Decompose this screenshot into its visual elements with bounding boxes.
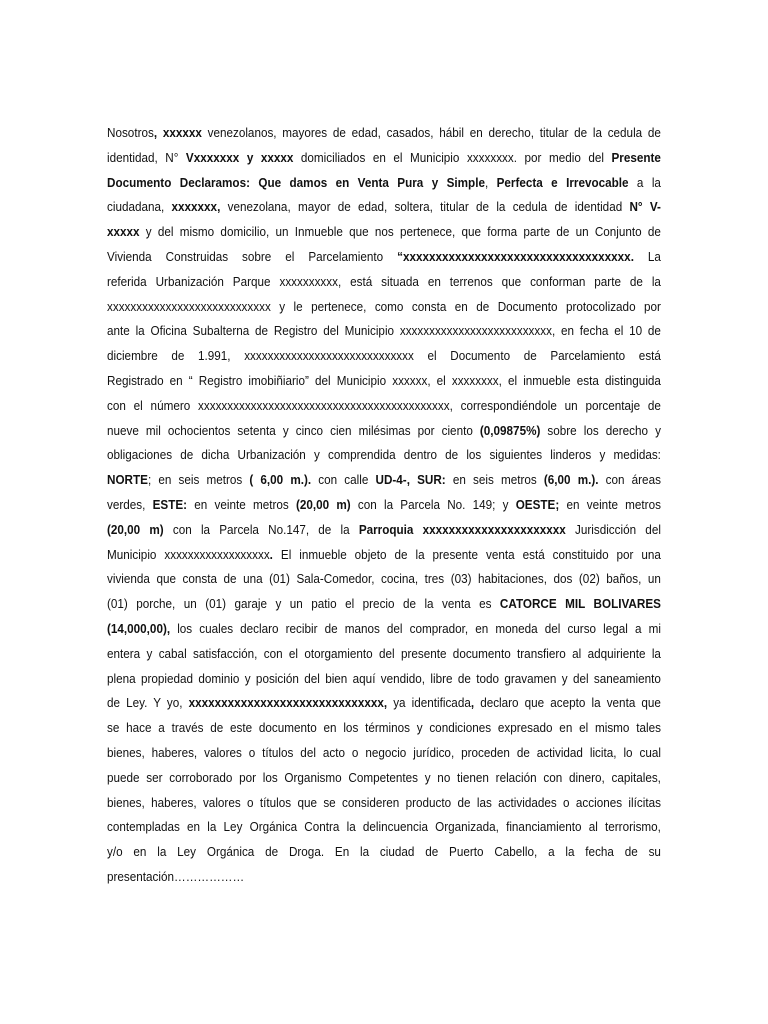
bold-text: “xxxxxxxxxxxxxxxxxxxxxxxxxxxxxxxxxxx. xyxy=(397,248,634,264)
text-line xyxy=(107,468,661,493)
bold-text: Presente xyxy=(611,149,661,165)
text-run: con la Parcela No. 149; y xyxy=(350,496,516,512)
text-run: obligaciones de dicha Urbanización y comprendida dentro de los siguientes linderos y medidas: xyxy=(107,447,661,463)
text-run: y del mismo domicilio, un Inmueble que nos pertenece, que forma parte de un Conjunto de xyxy=(139,224,661,240)
bold-text: ESTE: xyxy=(152,496,188,512)
text-line xyxy=(107,741,661,766)
text-run: y/o en la Ley Orgánica de Droga. En la ciudad de Puerto Cabello, a la fecha de su xyxy=(107,844,661,860)
bold-text: , xyxy=(470,695,475,711)
text-run: puede ser corroborado por los Organismo Competentes y no tienen relación con dinero, capitales, xyxy=(107,769,661,785)
bold-text: Documento Declaramos: Que damos en Venta Pura y Simple xyxy=(107,174,485,190)
text-line xyxy=(107,146,661,171)
text-run: ya identificada xyxy=(387,695,471,711)
text-line xyxy=(107,171,661,196)
bold-text: . xyxy=(269,546,273,562)
text-run: bienes, haberes, valores o títulos del acto o negocio jurídico, proceden de actividad licita, lo cual xyxy=(107,744,661,760)
text-line xyxy=(107,245,661,270)
text-line xyxy=(107,344,661,369)
text-run: en veinte metros xyxy=(187,496,296,512)
bold-text: xxxxxxxxxxxxxxxxxxxxxxxxxxxxxx, xyxy=(188,695,388,711)
text-line xyxy=(107,642,661,667)
bold-text: (6,00 m.). xyxy=(543,472,599,488)
bold-text: (14,000,00), xyxy=(107,620,171,636)
text-line xyxy=(107,691,661,716)
text-line xyxy=(107,840,661,865)
text-run: ; en seis metros xyxy=(147,472,250,488)
text-line xyxy=(107,543,661,568)
text-line xyxy=(107,443,661,468)
text-run: plena propiedad dominio y posición del bien aquí vendido, libre de todo gravamen y del saneamiento xyxy=(107,670,661,686)
text-line xyxy=(107,121,661,146)
text-run: venezolanos, mayores de edad, casados, hábil en derecho, titular de la cedula de xyxy=(201,125,661,140)
bold-text: ( 6,00 m.). xyxy=(249,472,312,488)
text-run: presentación……………… xyxy=(107,868,245,884)
text-line xyxy=(107,220,661,245)
text-run: Nosotros xyxy=(107,125,154,140)
text-line xyxy=(107,270,661,295)
text-run: con el número xxxxxxxxxxxxxxxxxxxxxxxxxxxxxxxxxxxxxxxxxxx, correspondiéndole un porcentaje de xyxy=(107,397,661,413)
text-line xyxy=(107,617,661,642)
bold-text: CATORCE MIL BOLIVARES xyxy=(499,596,661,612)
text-run: los cuales declaro recibir de manos del comprador, en moneda del curso legal a mi xyxy=(170,620,661,636)
bold-text: Vxxxxxxx y xxxxx xyxy=(185,149,294,165)
bold-text: UD-4-, SUR: xyxy=(375,472,446,488)
bold-text: (0,09875%) xyxy=(479,422,541,438)
text-run: ante la Oficina Subalterna de Registro del Municipio xxxxxxxxxxxxxxxxxxxxxxxxxx, en fecha el 10 de xyxy=(107,323,661,339)
text-line xyxy=(107,865,661,890)
text-line xyxy=(107,716,661,741)
text-line xyxy=(107,394,661,419)
bold-text: N° V- xyxy=(629,199,661,215)
text-run: se hace a través de este documento en los términos y condiciones expresado en el mismo tales xyxy=(107,720,661,736)
bold-text: , xxxxxx xyxy=(153,125,202,140)
text-run: nueve mil ochocientos setenta y cinco cien milésimas por ciento xyxy=(107,422,480,438)
text-line xyxy=(107,791,661,816)
text-line xyxy=(107,319,661,344)
text-run: Vivienda Construidas sobre el Parcelamiento xyxy=(107,248,398,264)
text-line xyxy=(107,667,661,692)
bold-text: xxxxx xyxy=(107,224,140,240)
text-run: Registrado en “ Registro imobiñiario” del Municipio xxxxxx, el xxxxxxxx, el inmueble esta distinguida xyxy=(107,372,661,388)
body-paragraph xyxy=(107,121,661,890)
text-run: bienes, haberes, valores o títulos que se consideren producto de las actividades o acciones ilícitas xyxy=(107,794,661,810)
text-run: a la xyxy=(628,174,661,190)
text-run: referida Urbanización Parque xxxxxxxxxx, está situada en terrenos que conforman parte de la xyxy=(107,273,661,289)
text-run: Jurisdicción del xyxy=(565,521,661,537)
text-run: domiciliados en el Municipio xxxxxxxx. por medio del xyxy=(293,149,612,165)
text-run: vivienda que consta de una (01) Sala-Comedor, cocina, tres (03) habitaciones, dos (02) baños, un xyxy=(107,571,661,587)
text-run: contempladas en la Ley Orgánica Contra la delincuencia Organizada, financiamiento al terrorismo, xyxy=(107,819,661,835)
text-run: xxxxxxxxxxxxxxxxxxxxxxxxxxxx y le pertenece, como consta en de Documento protocolizado por xyxy=(107,298,661,314)
bold-text: NORTE xyxy=(107,472,148,488)
bold-text: OESTE; xyxy=(515,496,560,512)
text-run: sobre los derecho y xyxy=(540,422,661,438)
text-run: en seis metros xyxy=(445,472,544,488)
text-line xyxy=(107,567,661,592)
text-line xyxy=(107,493,661,518)
text-line xyxy=(107,592,661,617)
bold-text: xxxxxxx, xyxy=(171,199,221,215)
text-line xyxy=(107,766,661,791)
text-line xyxy=(107,295,661,320)
text-run: declaro que acepto la venta que xyxy=(474,695,661,711)
text-run: La xyxy=(633,248,661,264)
bold-text: (20,00 m) xyxy=(295,496,351,512)
text-run: (01) porche, un (01) garaje y un patio el precio de la venta es xyxy=(107,596,500,612)
text-line xyxy=(107,369,661,394)
text-run: identidad, N° xyxy=(107,149,186,165)
text-run: con calle xyxy=(311,472,376,488)
text-run: verdes, xyxy=(107,496,153,512)
text-run: diciembre de 1.991, xxxxxxxxxxxxxxxxxxxxxxxxxxxxx el Documento de Parcelamiento está xyxy=(107,348,661,364)
bold-text: Parroquia xxxxxxxxxxxxxxxxxxxxxx xyxy=(358,521,566,537)
bold-text: (20,00 m) xyxy=(107,521,164,537)
text-run: con la Parcela No.147, de la xyxy=(163,521,359,537)
text-run: entera y cabal satisfacción, con el otorgamiento del presente documento transfiero al adquiriente la xyxy=(107,645,661,661)
bold-text: Perfecta e Irrevocable xyxy=(496,174,629,190)
text-line xyxy=(107,815,661,840)
text-run: en veinte metros xyxy=(559,496,661,512)
text-run: con áreas xyxy=(598,472,661,488)
text-line xyxy=(107,195,661,220)
text-line xyxy=(107,518,661,543)
text-line xyxy=(107,419,661,444)
text-run: Municipio xxxxxxxxxxxxxxxxxx xyxy=(107,546,270,562)
text-run: venezolana, mayor de edad, soltera, titular de la cedula de identidad xyxy=(220,199,630,215)
text-run: El inmueble objeto de la presente venta está constituido por una xyxy=(272,546,661,562)
text-run: , xyxy=(484,174,497,190)
text-run: ciudadana, xyxy=(107,199,172,215)
text-run: de Ley. Y yo, xyxy=(107,695,189,711)
